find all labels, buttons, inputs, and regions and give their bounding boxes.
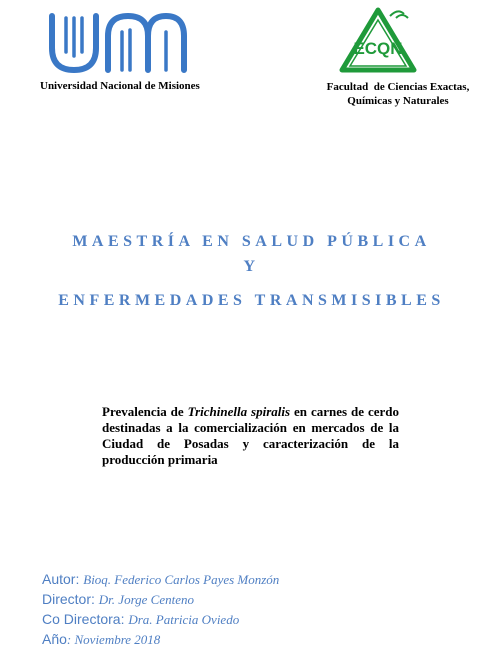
author-line [42, 570, 462, 590]
codirector-value: Dra. Patricia Oviedo [128, 612, 240, 627]
thesis-title-after: en carnes de cerdo destinadas a la comercialización en mercados de la Ciudad de Posadas y caracterización de la producción primaria [102, 404, 400, 467]
year-line [42, 630, 462, 650]
fceqyn-logo-text: ECQN [353, 39, 403, 58]
thesis-title [102, 404, 399, 468]
codirector-label: Co Directora: [42, 611, 129, 627]
program-title-line3: ENFERMEDADES TRANSMISIBLES [58, 292, 445, 309]
author-value: Bioq. Federico Carlos Payes Monzón [83, 572, 280, 587]
faculty-name-line2: Químicas y Naturales [347, 95, 449, 107]
fceqyn-logo-icon [338, 6, 418, 76]
thesis-title-before: Prevalencia de [102, 404, 188, 419]
faculty-name [298, 80, 498, 108]
director-value: Dr. Jorge Centeno [98, 592, 194, 607]
program-title-line1: MAESTRÍA EN SALUD PÚBLICA [72, 233, 431, 250]
director-label: Director: [42, 591, 99, 607]
codirector-line [42, 610, 462, 630]
credits [42, 570, 462, 650]
director-line [42, 590, 462, 610]
thesis-species: Trichinella spiralis [187, 404, 291, 419]
program-title-line2: Y [243, 258, 260, 275]
author-label: Autor: [42, 571, 84, 587]
faculty-name-line1: Facultad de Ciencias Exactas, [326, 81, 470, 93]
unam-name: Universidad Nacional de Misiones [40, 80, 200, 92]
year-value: : Noviembre 2018 [66, 632, 161, 647]
unam-logo-icon [46, 12, 191, 74]
year-label: Año [42, 631, 67, 647]
